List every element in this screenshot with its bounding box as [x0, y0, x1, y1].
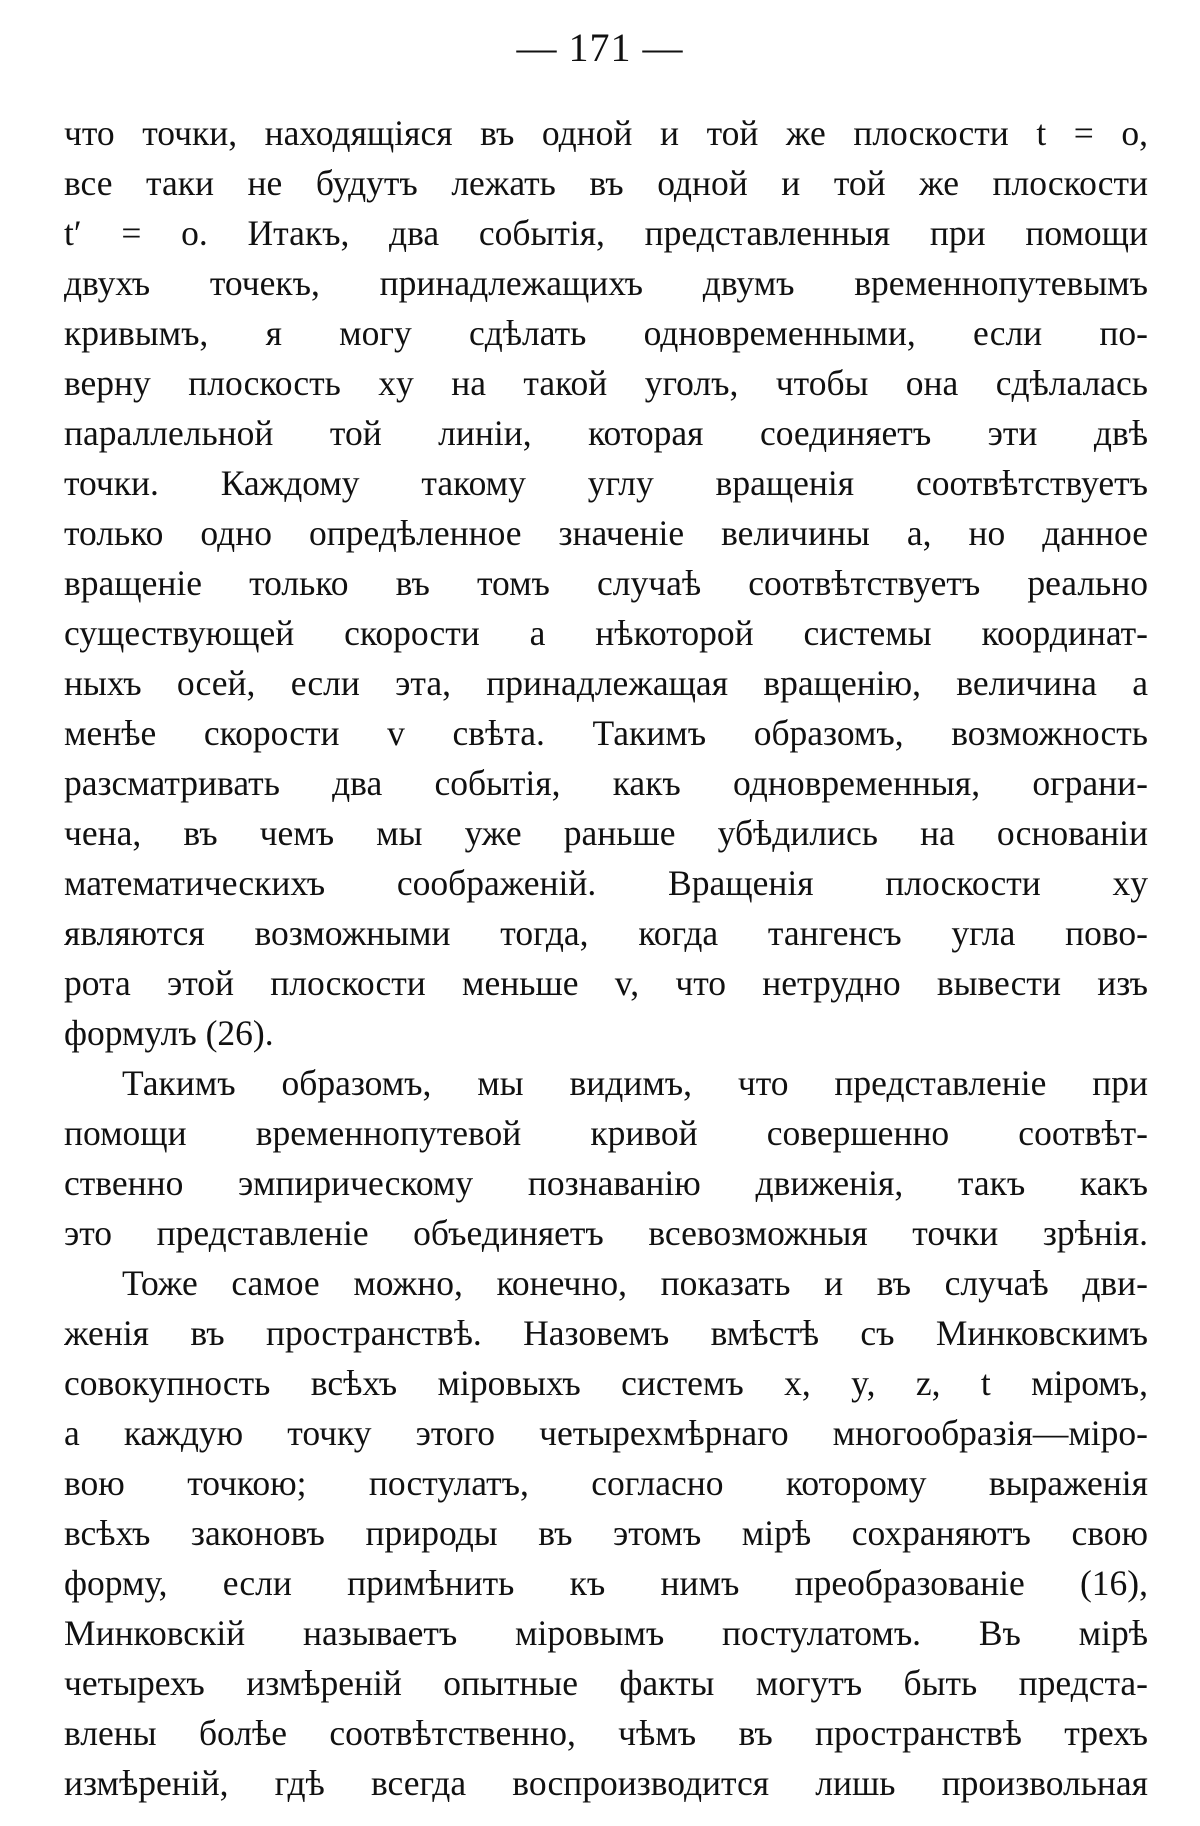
text-line: а каждую точку этого четырехмѣрнаго многообразія—міро-	[64, 1413, 1148, 1453]
text-line: математическихъ соображеній. Вращенія плоскости xy	[64, 863, 1148, 903]
text-line: точки. Каждому такому углу вращенія соотвѣтствуетъ	[64, 463, 1148, 503]
paragraph-3	[64, 1258, 1148, 1808]
text-line: четырехъ измѣреній опытные факты могутъ быть предста-	[64, 1663, 1148, 1703]
text-line: Минковскій называетъ міровымъ постулатомъ. Въ мірѣ	[64, 1613, 1148, 1653]
text-line: влены болѣе соотвѣтственно, чѣмъ въ пространствѣ трехъ	[64, 1713, 1148, 1753]
text-line: ныхъ осей, если эта, принадлежащая вращенію, величина a	[64, 663, 1148, 703]
page-number: — 171 —	[516, 25, 684, 70]
text-line: помощи временнопутевой кривой совершенно соотвѣт-	[64, 1113, 1148, 1153]
text-line: разсматривать два событія, какъ одновременныя, ограни-	[64, 763, 1148, 803]
text-line: совокупность всѣхъ міровыхъ системъ x, y, z, t міромъ,	[64, 1363, 1148, 1403]
text-line: кривымъ, я могу сдѣлать одновременными, если по-	[64, 313, 1148, 353]
text-line: что точки, находящіяся въ одной и той же плоскости t = o,	[64, 113, 1148, 153]
text-line: женія въ пространствѣ. Назовемъ вмѣстѣ съ Минковскимъ	[64, 1313, 1148, 1353]
text-line: форму, если примѣнить къ нимъ преобразованіе (16),	[64, 1563, 1148, 1603]
text-line: двухъ точекъ, принадлежащихъ двумъ временнопутевымъ	[64, 263, 1148, 303]
text-body	[64, 108, 1148, 1808]
text-line: измѣреній, гдѣ всегда воспроизводится лишь произвольная	[64, 1763, 1148, 1803]
text-line: формулъ (26).	[64, 1013, 274, 1053]
text-line: существующей скорости a нѣкоторой системы координат-	[64, 613, 1148, 653]
text-line: менѣе скорости v свѣта. Такимъ образомъ, возможность	[64, 713, 1148, 753]
text-line: Такимъ образомъ, мы видимъ, что представленіе при	[122, 1063, 1148, 1103]
text-line: все таки не будутъ лежать въ одной и той же плоскости	[64, 163, 1148, 203]
text-line: рота этой плоскости меньше v, что нетрудно вывести изъ	[64, 963, 1148, 1003]
text-line: параллельной той линіи, которая соединяетъ эти двѣ	[64, 413, 1148, 453]
text-line: Тоже самое можно, конечно, показать и въ случаѣ дви-	[122, 1263, 1148, 1303]
text-line: ственно эмпирическому познаванію движенія, такъ какъ	[64, 1163, 1148, 1203]
text-line: чена, въ чемъ мы уже раньше убѣдились на основаніи	[64, 813, 1148, 853]
text-line: вою точкою; постулатъ, согласно которому выраженія	[64, 1463, 1148, 1503]
text-line: t′ = o. Итакъ, два событія, представленныя при помощи	[64, 213, 1148, 253]
text-line: вращеніе только въ томъ случаѣ соотвѣтствуетъ реально	[64, 563, 1148, 603]
text-line: являются возможными тогда, когда тангенсъ угла пово-	[64, 913, 1148, 953]
text-line: всѣхъ законовъ природы въ этомъ мірѣ сохраняютъ свою	[64, 1513, 1148, 1553]
text-line: верну плоскость xy на такой уголъ, чтобы она сдѣлалась	[64, 363, 1148, 403]
paragraph-1	[64, 108, 1148, 1058]
paragraph-2	[64, 1058, 1148, 1258]
text-line: это представленіе объединяетъ всевозможныя точки зрѣнія.	[64, 1213, 1148, 1253]
text-line: только одно опредѣленное значеніе величины a, но данное	[64, 513, 1148, 553]
